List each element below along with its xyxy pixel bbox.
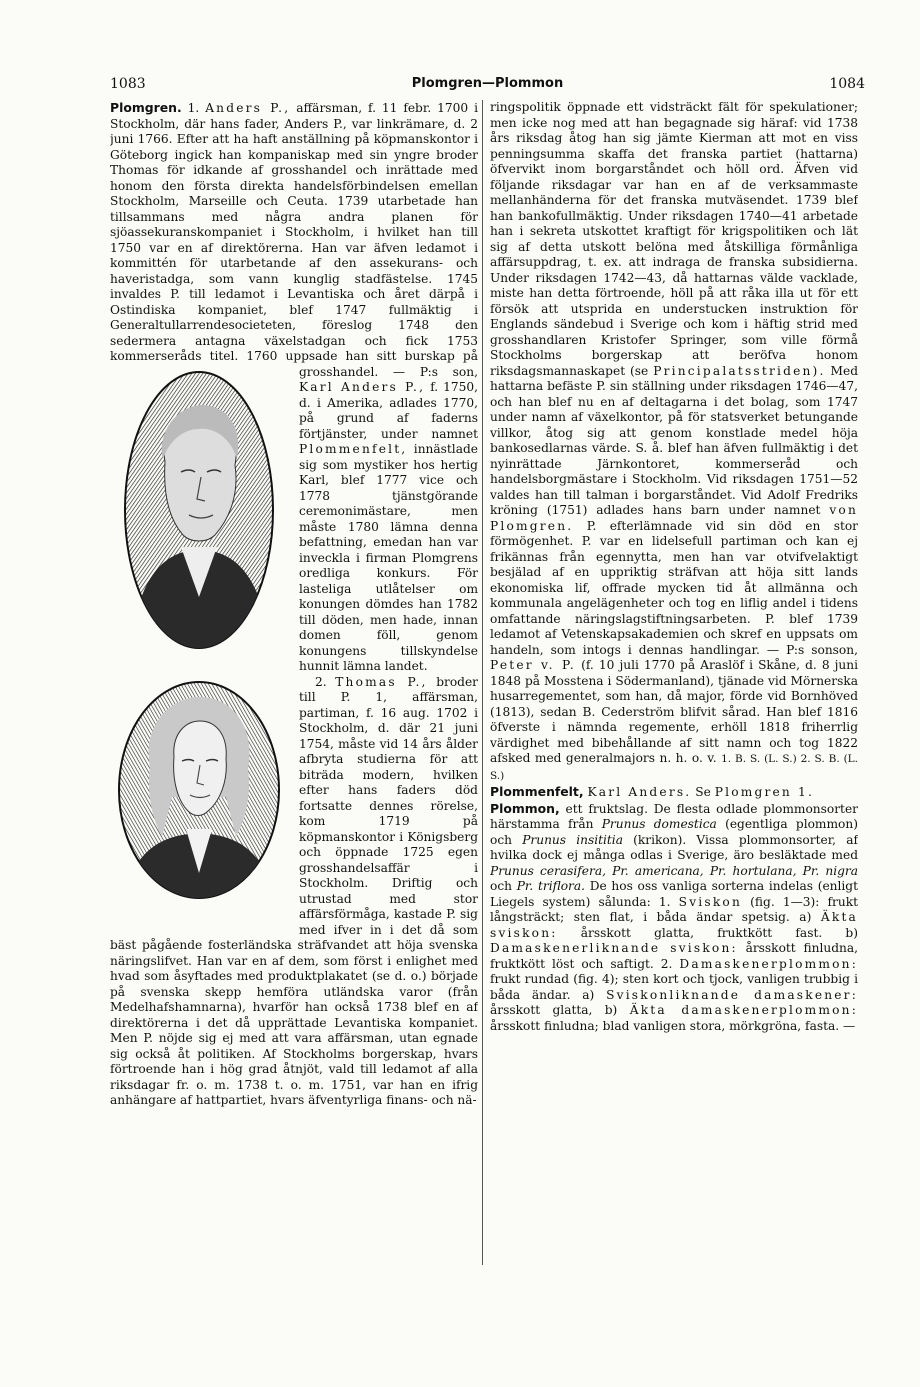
son-name: Karl Anders P., [299, 380, 426, 394]
page-header [110, 74, 865, 94]
left-column [110, 100, 478, 1265]
variety-group: Damaskenerplommon: [679, 956, 858, 971]
page-number-right: 1084 [829, 76, 865, 92]
portrait-engraving-1 [119, 367, 279, 653]
right-column [490, 100, 858, 1265]
cross-reference-plomgren[interactable]: Plomgren 1. [714, 785, 815, 799]
variety-group: Äkta damaskenerplommon: [629, 1003, 858, 1017]
person-name-thomas: Thomas P., [335, 674, 428, 689]
entry-plomgren-2-continued: ringspolitik öppnade ett vidsträckt fält för spekulationer; men icke nog med att han begagnade sig häraf: vid 1738 års riksdag åtog han sig jämte Kierman att mot en viss penningsumma skaffa det franska partiet (hattarna) öfvervikt inom borgarståndet och höll ord. Äfven vid följande riksdagar var han en af de verksammaste mellanhänderna för det franska mutväsendet. 1739 blef han bankofullmäktig. Under riksdagen 1740—41 arbetade han i sekreta utskottet kraftigt för krigspolitiken och lät sig af detta utskott belöna med åtskilliga förmånliga affärsuppdrag, t. ex. att indraga de franska subsidierna. Under riksdagen 1742—43, då hattarnas välde vacklade, miste han detta förtroende, höll på att råka illa ut för ett försök att utsprida en understucken instruktion för Englands sändebud i Sverige och kom i häftig strid med grosshandlaren Kristofer Springer, som ville förmå Stockholms borgerskap att beröfva honom riksdagsmannaskapet (se Principalatsstriden). Med hattarna befäste P. sin ställning under riksdagen 1746—47, och han blef nu en af deltagarna i det bolag, som 1747 under namn af växelkontor, på för statsverket betungande villkor, åtog sig att genom konstlade medel höja bankosedlarnas värde. S. å. blef han äfven fullmäktig i det nyinrättade Järnkontoret, kommerseråd och handelsborgmästare i Stockholm. Vid riksdagen 1751—52 valdes han till talman i borgarståndet. Vid Adolf Fredriks kröning (1751) adlades hans barn under namnet von Plomgren. P. efterlämnade vid sin död en stor förmögenhet. P. var en lidelsefull partiman och kan ej frikännas från egennytta, men han var otvifvelaktigt besjälad af en uppriktig sträfvan att höja sitt lands ekonomiska lif, offrade mycken tid åt allmänna och kommunala angelägenheter och tog en liflig andel i tidens omfattande näringslagstiftningsarbeten. P. blef 1739 ledamot af Vetenskapsakademien och skref en uppsats om handeln, som intogs i dennas handlingar. — P:s sonson, Peter v. P. (f. 10 juli 1770 på Araslöf i Skåne, d. 8 juni 1848 på Mosstena i Södermanland), tjänade vid Mörnerska husarregementet, som han, då major, förde vid Bornhöved (1813), sedan B. Cederström blifvit sårad. Han blef 1816 öfverste i nämnda regemente, erhöll 1818 friherrlig värdighet med bibehållande af sitt namn och tog 1822 afsked med generalmajors n. h. o. v. 1. B. S. (L. S.) 2. S. B. (L. S.) [490, 100, 858, 782]
variety-group: Damaskenerliknande sviskon: [490, 941, 738, 955]
entry-plommenfelt: Plommenfelt, Karl Anders. Se Plomgren 1. [490, 784, 815, 799]
variety-group: Sviskonliknande damaskener: [606, 987, 858, 1002]
running-title: Plomgren—Plommon [411, 76, 564, 91]
column-rule [482, 100, 483, 1265]
entry-plomgren-1: Plomgren. 1. Anders P., affärsman, f. 11 febr. 1700 i Stockholm, där hans fader, Anders P., var linkrämare, d. 2 juni 1766. Efter att ha haft anställning på köpmanskontor i Göteborg ingick han kompaniskap med sin yngre broder Thomas för idkande af grosshandel och inrättade med honom den första direkta handelsförbindelsen emellan Stockholm, Marseille och Ceuta. 1739 utarbetade han tillsammans med några andra planen för sjöassekuranskompaniet i Stockholm, i hvilket han till 1750 var en af direktörerna. Han var äfven ledamot i kommittén för utarbetande af den assekurans- och haveristadga, som vann kunglig stadfästelse. 1745 invaldes P. till ledamot i Levantiska och året därpå i Ostindiska kompaniet, blef 1747 fullmäktig i Generaltullarrendesocieteten, föreslog 1748 den sedermera antagna växelstadgan och fick 1753 kommerseråds titel. 1760 uppsade han sitt burskap på grosshandel. — P:s son, Karl Anders P., f. 1750, d. i Amerika, adlades 1770, på grund af faderns förtjänster, under namnet Plommenfelt, innästlade sig som mystiker hos hertig Karl, blef 1777 vice och 1778 tjänstgörande ceremonimästare, men måste 1780 lämna denna befattning, emedan han var inveckla i firman Plomgrens oredliga konkurs. För lasteliga utlåtelser om konungen dömdes han 1782 till döden, men hade, innan domen föll, genom konungens tillskyndelse hunnit lämna landet. [110, 100, 478, 675]
cross-reference-link[interactable]: Principalatsstriden). [653, 363, 826, 378]
species-name: Prunus cerasifera, Pr. americana, Pr. hortulana, Pr. nigra [490, 863, 858, 878]
variety-group: Sviskon [678, 894, 742, 909]
page-number-left: 1083 [110, 76, 146, 92]
headword-plommon: Plommon, [490, 800, 560, 816]
headword-plommenfelt: Plommenfelt, [490, 784, 584, 799]
author-signature: 1. B. S. (L. S.) 2. S. B. (L. S.) [490, 753, 858, 782]
entry-plomgren-2: 2. Thomas P., broder till P. 1, affärsman, partiman, f. 16 aug. 1702 i Stockholm, d. där 21 juni 1754, måste vid 14 års ålder afbryta studierna för att biträda modern, hvilken efter hans faders död fortsatte dennes rörelse, kom 1719 på köpmanskontor i Königsberg och öppnade 1725 egen grosshandelsaffär i Stockholm. Driftig och utrustad med stor affärsförmåga, kastade P. sig med ifver in i det då som bäst pågående fosterländska sträfvandet att höja svenska näringslifvet. Han var en af dem, som först i enlighet med hvad som åsyftades med produktplakatet (se d. o.) började på svenska skepp hemföra utländska varor (från Medelhafshamnarna), hvarför han också 1738 blef en af direktörerna i det då upprättade Levantiska kompaniet. Men P. nöjde sig ej med att vara affärsman, utan egnade sig också åt politiken. Af Stockholms borgerskap, hvars förtroende han i hög grad åtnjöt, vald till ledamot af alla riksdagar fr. o. m. 1738 t. o. m. 1751, var han en ifrig anhängare af hattpartiet, hvars äfventyrliga finans- och nä- [110, 675, 478, 1109]
grandson-name: Peter v. P. [490, 658, 577, 672]
species-name: Prunus insititia [522, 832, 623, 847]
variety-group: Äkta sviskon: [490, 910, 858, 940]
person-name: Anders P., [205, 101, 291, 115]
portrait-thomas-plomgren [110, 677, 291, 930]
portrait-engraving-2 [114, 677, 284, 903]
entry-plommon: Plommon, ett fruktslag. De flesta odlade plommonsorter härstamma från Prunus domestica (egentliga plommon) och Prunus insititia (krikon). Vissa plommonsorter, af hvilka dock ej många odlas i Sverige, äro besläktade med Prunus cerasifera, Pr. americana, Pr. hortulana, Pr. nigra och Pr. triflora. De hos oss vanliga sorterna indelas (enligt Liegels system) sålunda: 1. Sviskon (fig. 1—3): frukt långsträckt; sten flat, i båda ändar spetsig. a) Äkta sviskon: årsskott glatta, fruktkött fast. b) Damaskenerliknande sviskon: årsskott finludna, fruktkött löst och saftigt. 2. Damaskenerplommon: frukt rundad (fig. 4); sten kort och tjock, vanligen trubbig i båda ändar. a) Sviskonliknande damaskener: årsskott glatta, b) Äkta damaskenerplommon: årsskott finludna; blad vanligen stora, mörkgröna, fasta. — [490, 800, 858, 1033]
species-name: Prunus domestica [601, 817, 717, 831]
noble-name-von-plomgren: von Plomgren. [490, 503, 858, 533]
species-name: Pr. triflora. [516, 879, 586, 893]
portrait-anders-plomgren [110, 367, 291, 659]
noble-name: Plommenfelt, [299, 442, 408, 456]
headword-plomgren: Plomgren. [110, 100, 182, 115]
